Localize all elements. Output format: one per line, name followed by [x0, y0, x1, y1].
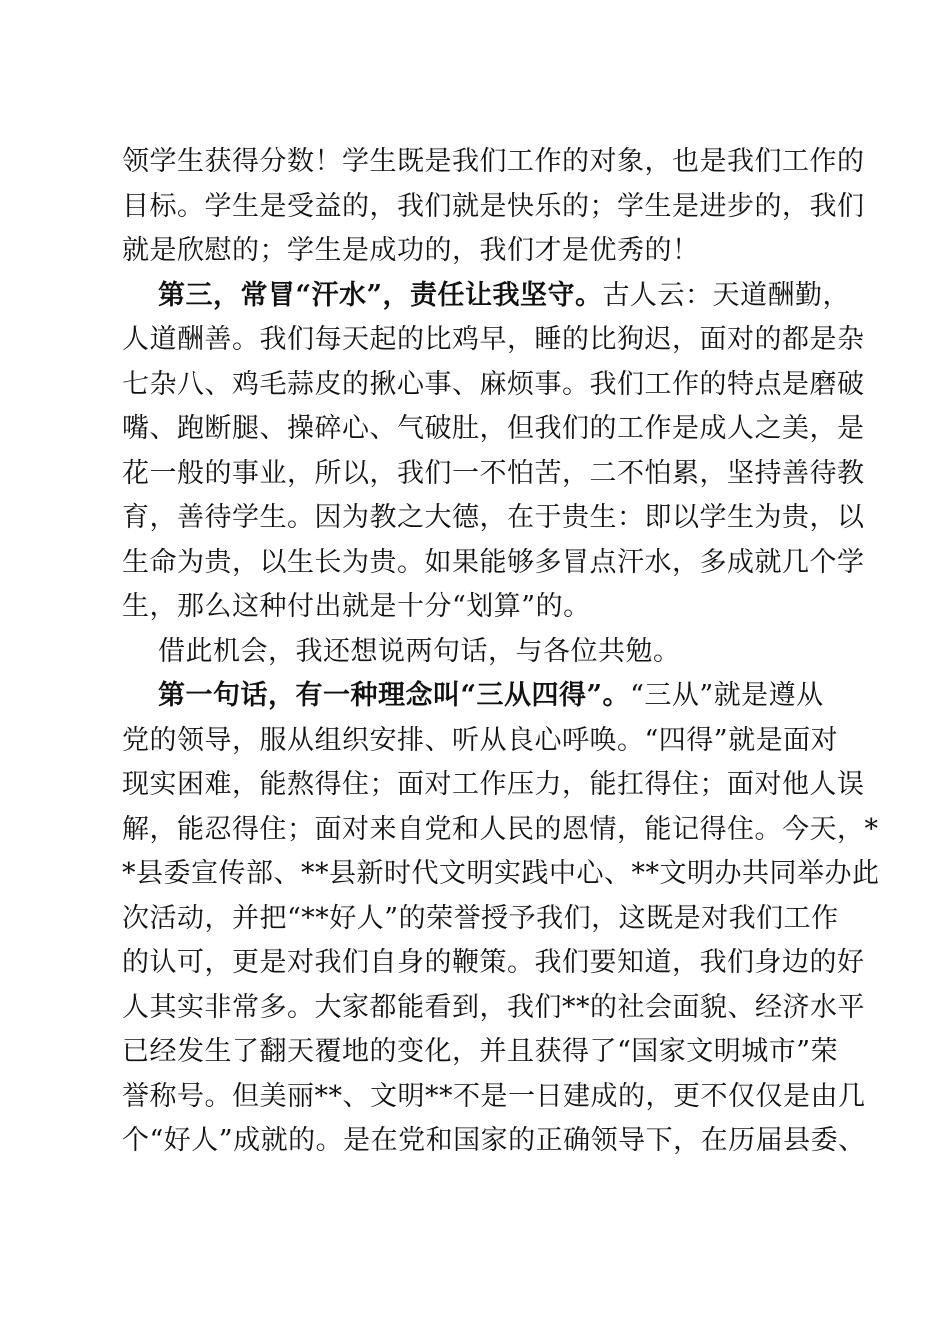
body-text: 人其实非常多。大家都能看到，我们**的社会面貌、经济水平 [122, 991, 865, 1023]
body-text: 已经发生了翻天覆地的变化，并且获得了“国家文明城市”荣 [122, 1036, 839, 1067]
body-text: 解，能忍得住；面对来自党和人民的恩情，能记得住。今天，* [122, 813, 879, 845]
body-text: *县委宣传部、**县新时代文明实践中心、**文明办共同举办此 [122, 858, 880, 889]
text-line [122, 318, 865, 363]
text-line [122, 763, 865, 808]
body-text: “三从”就是遵从 [630, 680, 824, 711]
body-text: 七杂八、鸡毛蒜皮的揪心事、麻烦事。我们工作的特点是磨破 [122, 368, 865, 400]
text-line [122, 185, 865, 230]
body-text: 目标。学生是受益的，我们就是快乐的；学生是进步的，我们 [122, 190, 865, 222]
body-text: 现实困难，能熬得住；面对工作压力，能扛得住；面对他人误 [122, 769, 865, 800]
text-line [122, 1119, 866, 1164]
body-text: 的认可，更是对我们自身的鞭策。我们要知道，我们身边的好 [122, 947, 865, 978]
body-text: 古人云：天道酬勤， [602, 279, 851, 311]
text-line [122, 1075, 866, 1120]
text-line [122, 986, 865, 1031]
body-text: 花一般的事业，所以，我们一不怕苦，二不怕累，坚持善待教 [122, 457, 865, 489]
body-text: 次活动，并把“**好人”的荣誉授予我们，这既是对我们工作 [122, 902, 839, 934]
body-text: 人道酬善。我们每天起的比鸡早，睡的比狗迟，面对的都是杂 [122, 324, 865, 355]
text-line [122, 363, 865, 408]
body-text: 借此机会，我还想说两句话，与各位共勉。 [158, 635, 681, 667]
bold-heading-text: 第三，常冒“汗水”，责任让我坚守。 [158, 279, 603, 311]
body-text: 就是欣慰的；学生是成功的，我们才是优秀的！ [122, 235, 700, 266]
body-text: 誉称号。但美丽**、文明**不是一日建成的，更不仅仅是由几 [122, 1080, 866, 1112]
body-text: 领学生获得分数！学生既是我们工作的对象，也是我们工作的 [122, 146, 865, 177]
text-line [122, 808, 879, 853]
body-text: 生命为贵，以生长为贵。如果能够多冒点汗水，多成就几个学 [122, 546, 865, 578]
body-text: 育，善待学生。因为教之大德，在于贵生：即以学生为贵，以 [122, 502, 865, 533]
body-text: 个“好人”成就的。是在党和国家的正确领导下，在历届县委、 [122, 1125, 866, 1156]
text-line [122, 630, 832, 675]
text-line [122, 496, 865, 541]
text-line [122, 452, 865, 497]
text-line [122, 897, 839, 942]
text-line [122, 541, 865, 586]
text-line [122, 229, 832, 274]
body-text: 党的领导，服从组织安排、听从良心呼唤。“四得”就是面对 [122, 724, 839, 756]
body-text: 生，那么这种付出就是十分“划算”的。 [122, 591, 591, 622]
text-line [122, 852, 880, 897]
body-text: 嘴、跑断腿、操碎心、气破肚，但我们的工作是成人之美，是 [122, 413, 865, 444]
text-line [122, 719, 839, 764]
bold-heading-text: 第一句话，有一种理念叫“三从四得”。 [158, 680, 631, 711]
text-line [122, 140, 865, 185]
text-line [122, 1030, 839, 1075]
text-line [122, 407, 865, 452]
text-line [122, 585, 832, 630]
document-body [122, 140, 880, 1164]
text-line [122, 941, 865, 986]
text-line [122, 274, 851, 319]
text-line [122, 674, 832, 719]
